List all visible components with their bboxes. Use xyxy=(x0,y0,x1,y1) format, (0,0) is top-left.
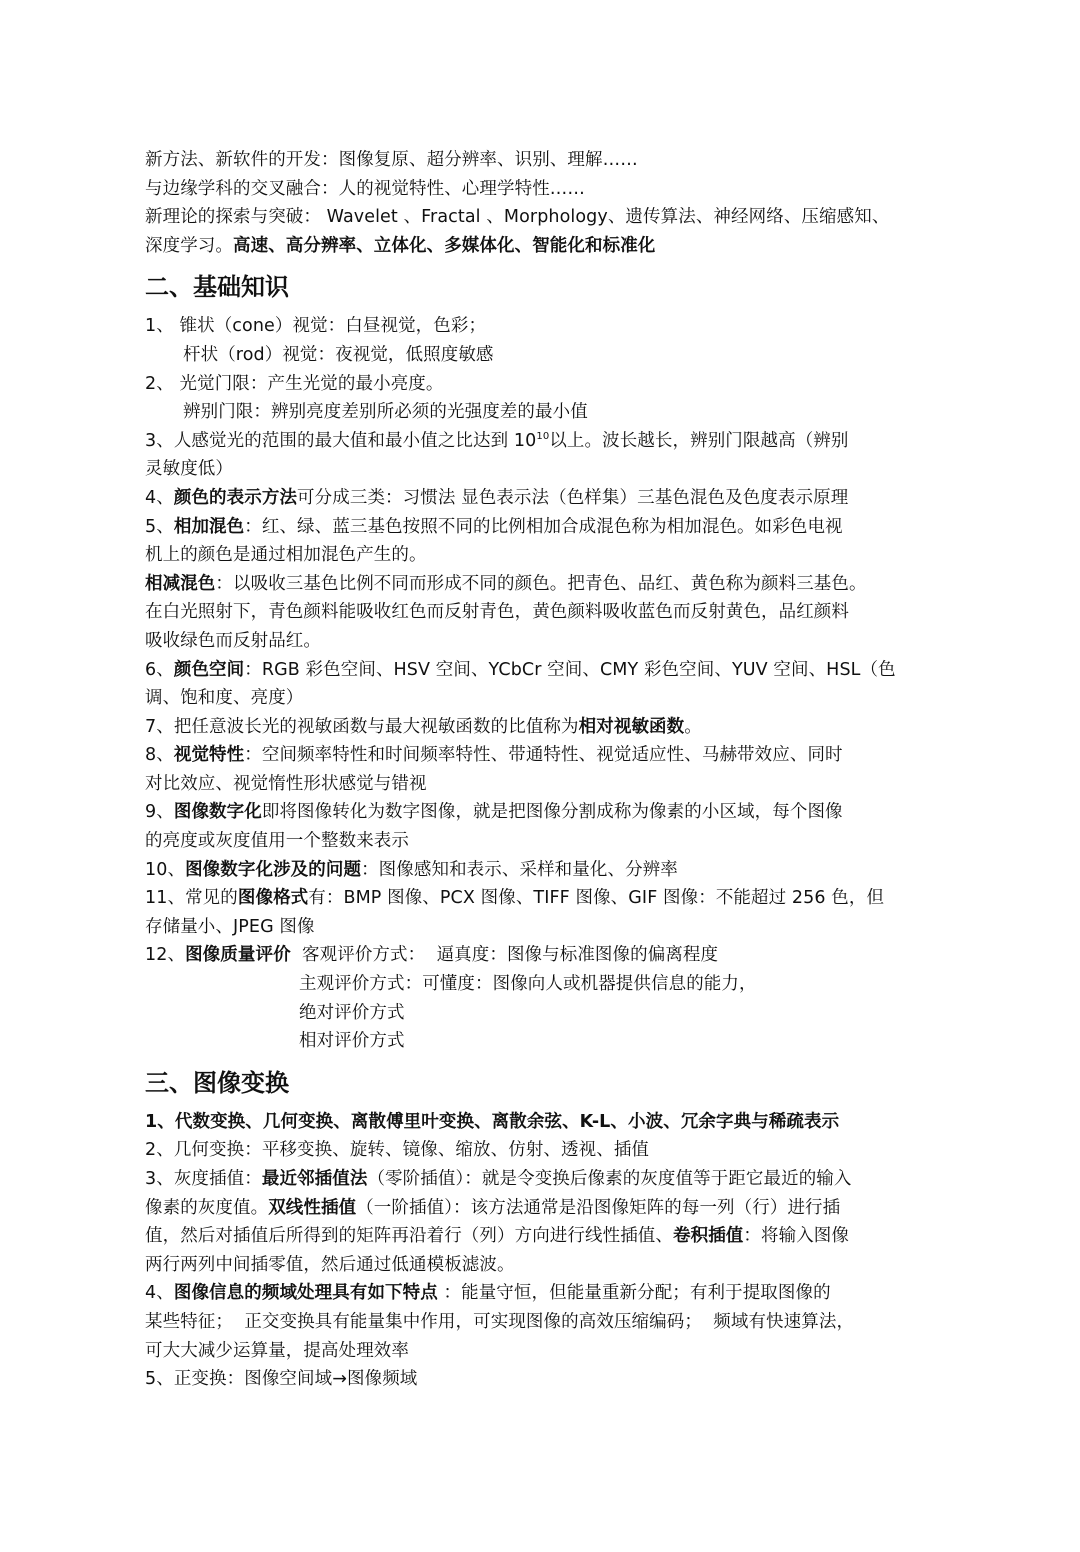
list-item: 11、常见的图像格式有：BMP 图像、PCX 图像、TIFF 图像、GIF 图像：不能超过 256 色，但 xyxy=(145,888,885,909)
list-item: 2、 光觉门限：产生光觉的最小亮度。 xyxy=(145,373,444,394)
list-item: 10、图像数字化涉及的问题：图像感知和表示、采样和量化、分辨率 xyxy=(145,859,678,880)
list-item: 4、图像信息的频域处理具有如下特点 ：能量守恒，但能量重新分配；有利于提取图像的 xyxy=(145,1283,831,1304)
intro-emphasis: 高速、高分辨率、立体化、多媒体化、智能化和标准化 xyxy=(233,235,656,256)
list-item-continuation: 可大大减少运算量，提高处理效率 xyxy=(145,1340,409,1361)
intro-line: 新方法、新软件的开发：图像复原、超分辨率、识别、理解…… xyxy=(145,150,638,170)
intro-line: 深度学习。高速、高分辨率、立体化、多媒体化、智能化和标准化 xyxy=(145,235,656,256)
list-item-continuation: 吸收绿色而反射品红。 xyxy=(145,630,321,651)
list-item-continuation: 绝对评价方式 xyxy=(299,1002,405,1023)
list-item: 6、颜色空间：RGB 彩色空间、HSV 空间、YCbCr 空间、CMY 彩色空间、YUV 空间、HSL（色 xyxy=(145,659,896,680)
list-item-continuation: 像素的灰度值。双线性插值（一阶插值）：该方法通常是沿图像矩阵的每一列（行）进行插 xyxy=(145,1197,841,1218)
section-heading-basics: 二、基础知识 xyxy=(145,273,289,302)
list-item: 2、几何变换：平移变换、旋转、镜像、缩放、仿射、透视、插值 xyxy=(145,1140,650,1161)
list-item: 4、颜色的表示方法可分成三类：习惯法 显色表示法（色样集）三基色混色及色度表示原理 xyxy=(145,487,849,508)
list-item: 12、图像质量评价 客观评价方式： 逼真度：图像与标准图像的偏离程度 xyxy=(145,945,719,966)
intro-line: 新理论的探索与突破： Wavelet 、Fractal 、Morphology、遗传算法、神经网络、压缩感知、 xyxy=(145,207,890,228)
list-item-continuation: 存储量小、JPEG 图像 xyxy=(145,916,315,937)
exponent: 10 xyxy=(536,430,550,442)
list-item: 1、代数变换、几何变换、离散傅里叶变换、离散余弦、K-L、小波、冗余字典与稀疏表示 xyxy=(145,1111,840,1132)
list-item: 3、灰度插值：最近邻插值法（零阶插值）：就是令变换后像素的灰度值等于距它最近的输入 xyxy=(145,1169,852,1189)
list-item: 3、人感觉光的范围的最大值和最小值之比达到 $10^{10}$以上。波长越长，辨别门限越高（辨别 xyxy=(145,430,849,451)
list-item-continuation: 两行两列中间插零值，然后通过低通模板滤波。 xyxy=(145,1254,515,1275)
list-item: 8、视觉特性：空间频率特性和时间频率特性、带通特性、视觉适应性、马赫带效应、同时 xyxy=(145,745,843,766)
list-item-continuation: 杆状（rod）视觉：夜视觉，低照度敏感 xyxy=(183,344,494,365)
intro-line: 与边缘学科的交叉融合：人的视觉特性、心理学特性…… xyxy=(145,178,585,199)
document-content xyxy=(145,146,915,1394)
list-item-continuation: 相对评价方式 xyxy=(299,1031,405,1052)
list-item-continuation: 灵敏度低） xyxy=(145,459,233,480)
list-item: 相减混色：以吸收三基色比例不同而形成不同的颜色。把青色、品红、黄色称为颜料三基色。 xyxy=(145,573,867,594)
list-item-continuation: 对比效应、视觉惰性形状感觉与错视 xyxy=(145,773,427,794)
section-heading-transform: 三、图像变换 xyxy=(145,1068,289,1097)
list-item: 9、图像数字化即将图像转化为数字图像，就是把图像分割成称为像素的小区域，每个图像 xyxy=(145,802,843,823)
list-item-continuation: 调、饱和度、亮度） xyxy=(145,688,304,709)
list-item: 5、相加混色：红、绿、蓝三基色按照不同的比例相加合成混色称为相加混色。如彩色电视 xyxy=(145,516,843,537)
list-item-continuation: 机上的颜色是通过相加混色产生的。 xyxy=(145,545,427,566)
list-item-continuation: 在白光照射下，青色颜料能吸收红色而反射青色，黄色颜料吸收蓝色而反射黄色，品红颜料 xyxy=(145,602,849,623)
list-item: 1、 锥状（cone）视觉：白昼视觉，色彩； xyxy=(145,316,487,337)
list-item: 5、正变换：图像空间域→图像频域 xyxy=(145,1369,418,1390)
list-item-continuation: 主观评价方式：可懂度：图像向人或机器提供信息的能力， xyxy=(299,974,757,995)
list-item: 7、把任意波长光的视敏函数与最大视敏函数的比值称为相对视敏函数。 xyxy=(145,716,702,737)
list-item-continuation: 的亮度或灰度值用一个整数来表示 xyxy=(145,831,409,852)
list-item-continuation: 某些特征； 正交变换具有能量集中作用，可实现图像的高效压缩编码； 频域有快速算法， xyxy=(145,1311,855,1332)
list-item-continuation: 值，然后对插值后所得到的矩阵再沿着行（列）方向进行线性插值、卷积插值：将输入图像 xyxy=(145,1226,850,1247)
list-item-continuation: 辨别门限：辨别亮度差别所必须的光强度差的最小值 xyxy=(183,402,588,423)
